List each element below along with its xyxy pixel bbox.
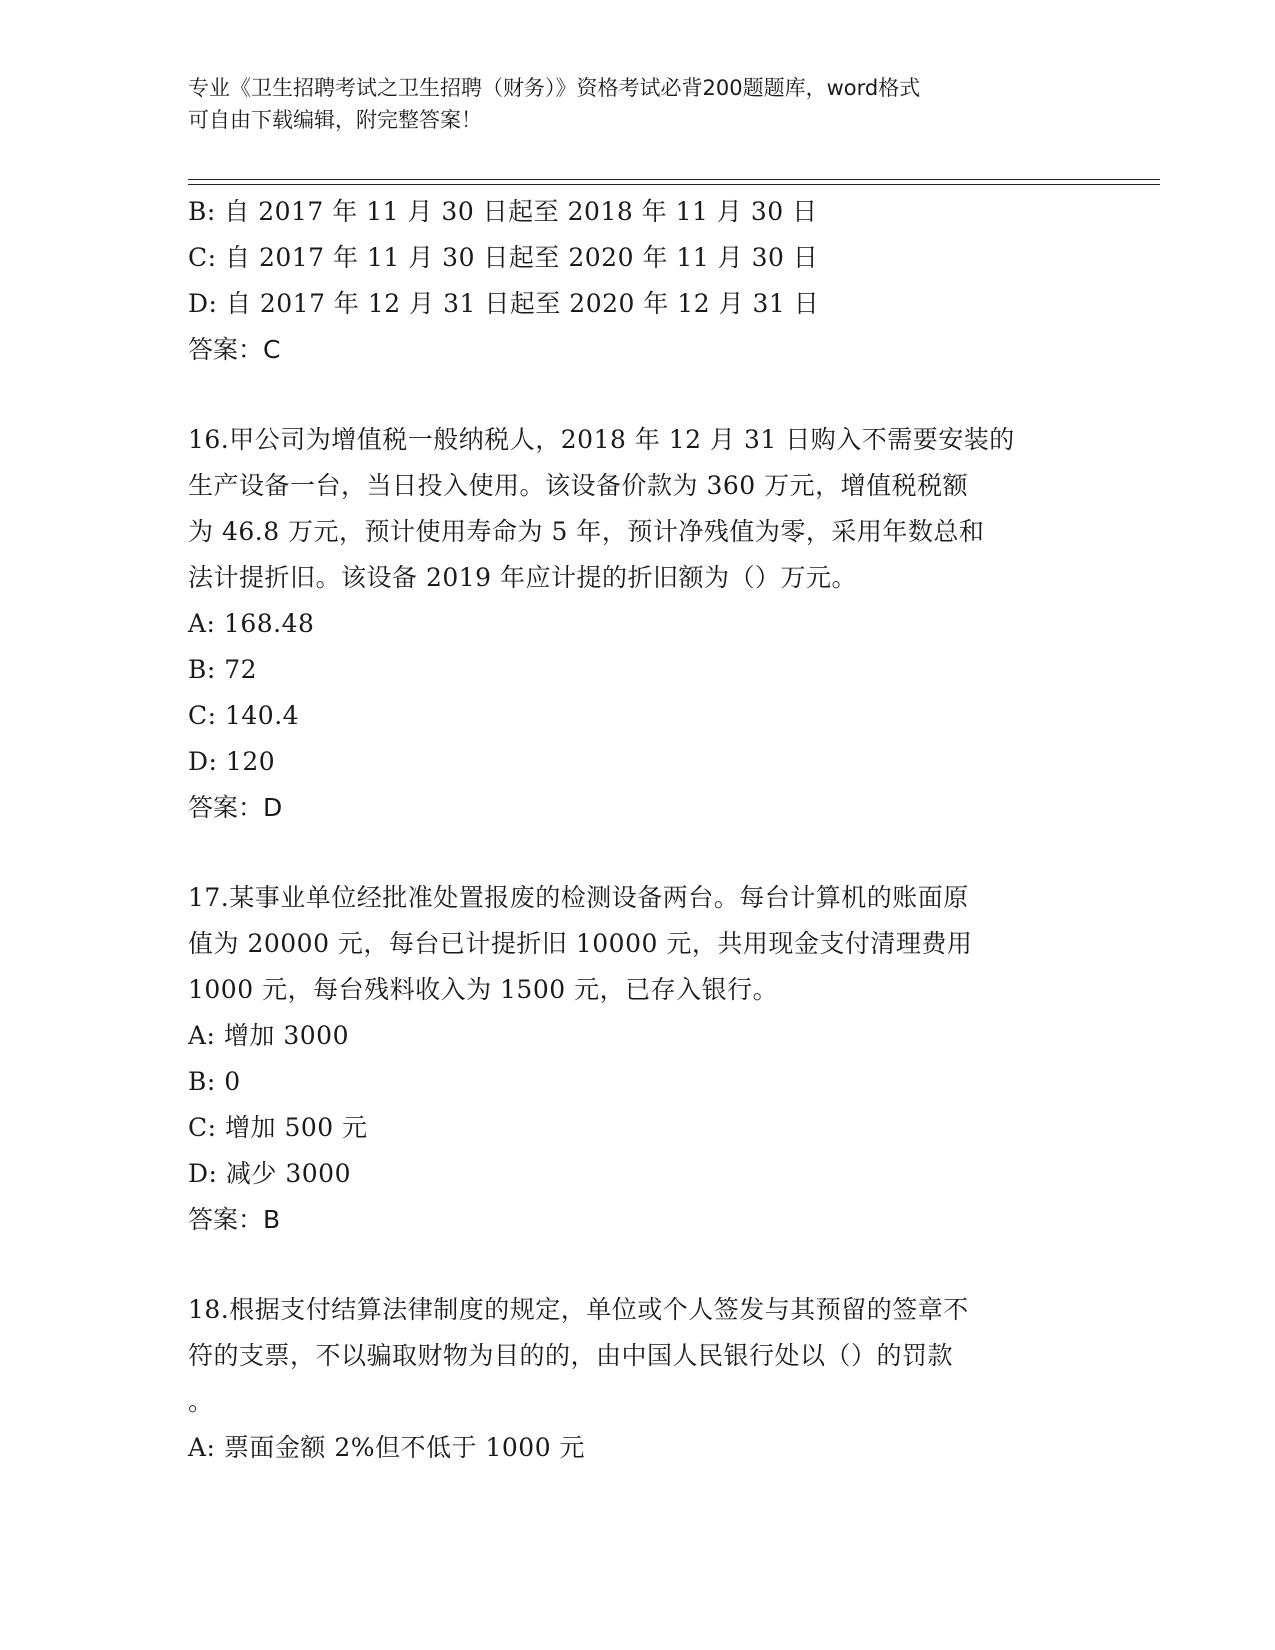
option-a: A: 增加 3000 [188, 1021, 349, 1050]
header-rule-bottom [188, 184, 1160, 185]
option-d: D: 减少 3000 [188, 1159, 351, 1188]
question-17 [188, 875, 1088, 1243]
question-text-line: 。 [188, 1387, 214, 1416]
question-text-line: 1000 元，每台残料收入为 1500 元，已存入银行。 [188, 975, 779, 1004]
question-content [188, 189, 1088, 1471]
question-text-line: 值为 20000 元，每台已计提折旧 10000 元，共用现金支付清理费用 [188, 929, 973, 958]
question-text-line: 法计提折旧。该设备 2019 年应计提的折旧额为（）万元。 [188, 563, 858, 592]
question-text-line: 为 46.8 万元，预计使用寿命为 5 年，预计净残值为零，采用年数总和 [188, 517, 985, 546]
header-line-2: 可自由下载编辑，附完整答案！ [188, 108, 482, 132]
option-c: C: 增加 500 元 [188, 1113, 368, 1142]
answer-label: 答案：B [188, 1205, 281, 1234]
answer-label: 答案：C [188, 335, 281, 364]
option-b: B: 0 [188, 1067, 241, 1096]
question-text-line: 17.某事业单位经批准处置报废的检测设备两台。每台计算机的账面原 [188, 883, 969, 912]
question-text-line: 符的支票，不以骗取财物为目的的，由中国人民银行处以（）的罚款 [188, 1341, 954, 1370]
question-text-line: 16.甲公司为增值税一般纳税人，2018 年 12 月 31 日购入不需要安装的 [188, 425, 1015, 454]
answer-label: 答案：D [188, 793, 283, 822]
question-15-continued [188, 189, 1088, 373]
document-header [188, 72, 1068, 136]
option-b: B: 自 2017 年 11 月 30 日起至 2018 年 11 月 30 日 [188, 197, 818, 226]
header-rule-top [188, 179, 1160, 180]
option-b: B: 72 [188, 655, 258, 684]
header-line-1: 专业《卫生招聘考试之卫生招聘（财务）》资格考试必背200题题库，word格式 [188, 76, 921, 100]
option-c: C: 自 2017 年 11 月 30 日起至 2020 年 11 月 30 日 [188, 243, 819, 272]
question-text-line: 18.根据支付结算法律制度的规定，单位或个人签发与其预留的签章不 [188, 1295, 969, 1324]
question-text-line: 生产设备一台，当日投入使用。该设备价款为 360 万元，增值税税额 [188, 471, 969, 500]
option-c: C: 140.4 [188, 701, 300, 730]
option-a: A: 168.48 [188, 609, 315, 638]
option-d: D: 自 2017 年 12 月 31 日起至 2020 年 12 月 31 日 [188, 289, 820, 318]
question-16 [188, 417, 1088, 831]
question-18 [188, 1287, 1088, 1471]
option-a: A: 票面金额 2%但不低于 1000 元 [188, 1433, 586, 1462]
option-d: D: 120 [188, 747, 276, 776]
